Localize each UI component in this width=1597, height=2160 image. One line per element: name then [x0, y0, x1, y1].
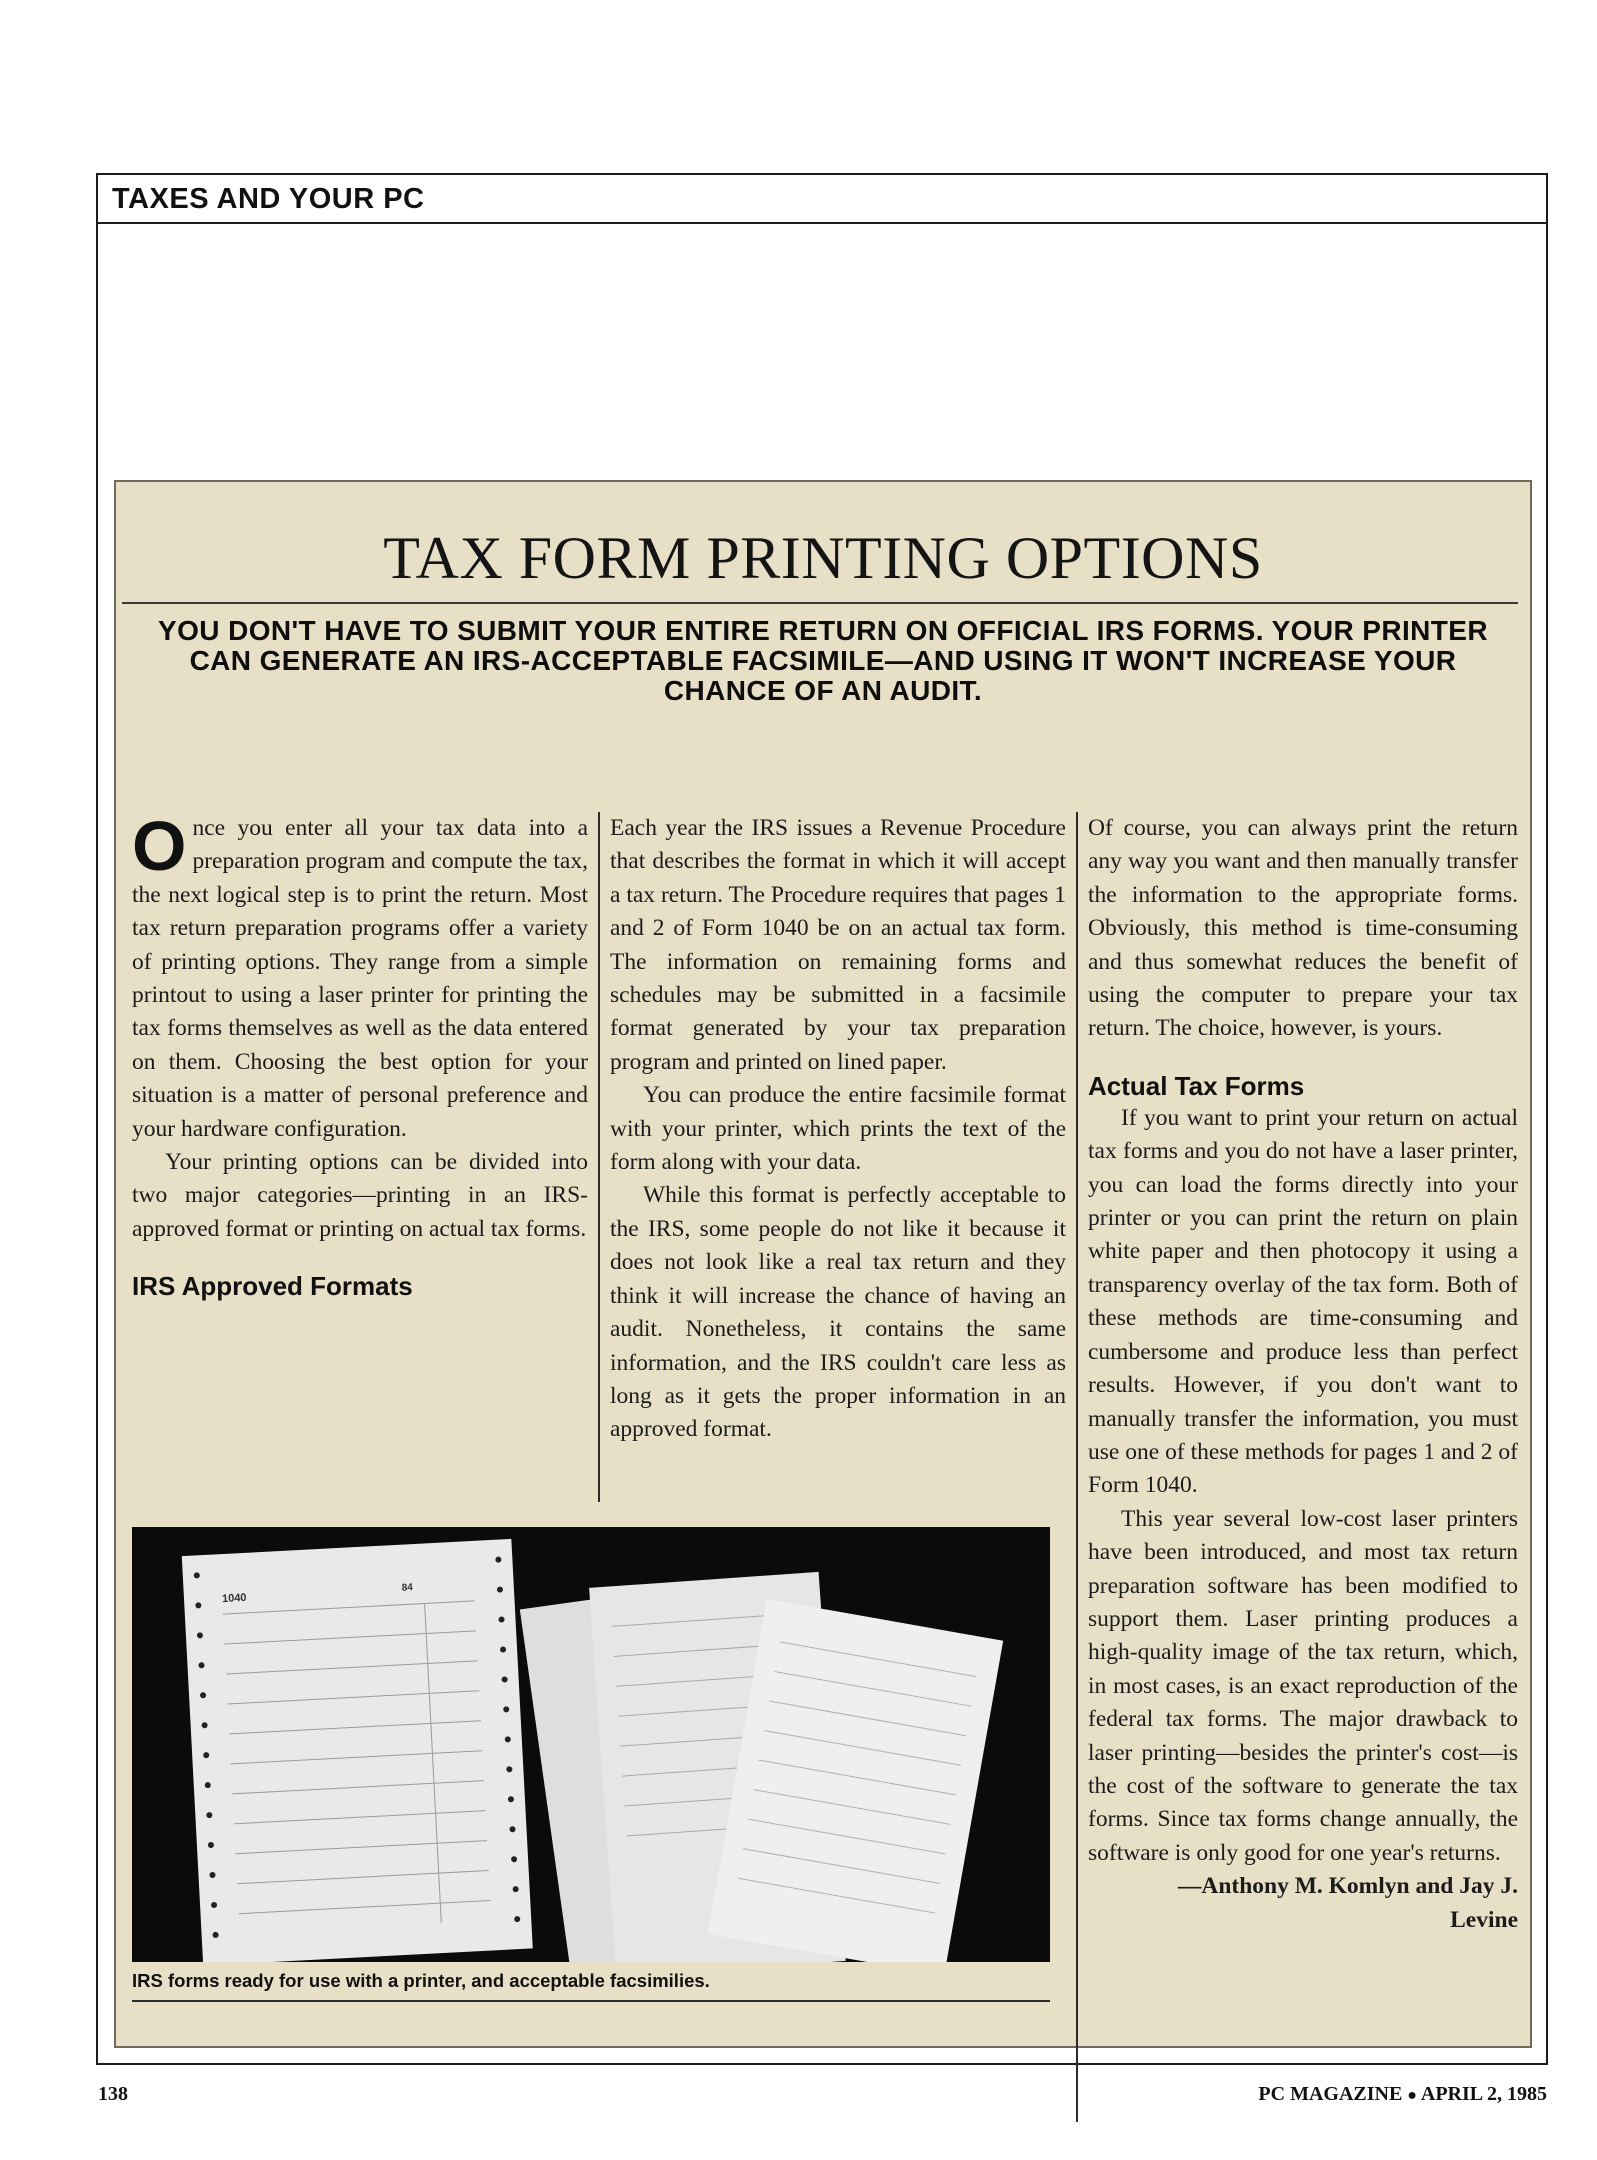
running-footer [1258, 2083, 1547, 2106]
subhead-irs-approved-formats: IRS Approved Formats [132, 1271, 413, 1302]
publication-name: PC MAGAZINE [1258, 2083, 1403, 2105]
paragraph-intro: Once you enter all your tax data into a preparation program and compute the tax, the next logical step is to print the return. Most tax return preparation programs offer a variety of printing options. They range from a simple printout to using a laser printer for printing the tax forms themselves as well as the data entered on them. Choosing the best option for your situation is a matter of personal preference and your hardware configuration. [132, 807, 588, 1142]
section-header [98, 175, 1546, 224]
photo-caption: IRS forms ready for use with a printer, and acceptable facsimilies. [132, 1970, 710, 1991]
title-rule [122, 602, 1518, 604]
paragraph: Each year the IRS issues a Revenue Procedure that describes the format in which it will accept a tax return. The Procedure requires that pages 1 and 2 of Form 1040 be on an actual tax form. The information on remaining forms and schedules may be submitted in a facsimile format generated by your tax preparation program and printed on lined paper. [610, 815, 1066, 1075]
drop-cap: O [132, 807, 187, 885]
article-column-1 [132, 807, 588, 1302]
article-title: TAX FORM PRINTING OPTIONS [383, 525, 1263, 591]
byline: —Anthony M. Komlyn and Jay J. Levine [1177, 1873, 1518, 1933]
paragraph: While this format is perfectly acceptable to the IRS, some people do not like it because it does not look like a real tax return and they think it will increase the chance of having an audit. Nonetheless, it contains the same information, and the IRS couldn't care less as long as it gets the proper information in an approved format. [610, 1182, 1066, 1443]
page-number: 138 [98, 2083, 128, 2105]
article-column-3 [1088, 812, 1518, 1937]
section-title: TAXES AND YOUR PC [112, 183, 425, 215]
column-divider-1 [598, 812, 600, 1502]
article-column-2 [610, 812, 1066, 1447]
paragraph: Your printing options can be divided into two major categories—printing in an IRS-approved format or printing on actual tax forms. [132, 1149, 588, 1242]
paragraph: Of course, you can always print the return any way you want and then manually transfer the information to the appropriate forms. Obviously, this method is time-consuming and thus somewhat reduces the benefit of using the computer to prepare your tax return. The choice, however, is yours. [1088, 815, 1518, 1042]
column-divider-2 [1076, 812, 1078, 2122]
paragraph: This year several low-cost laser printers have been introduced, and most tax return preparation software has been modified to support them. Laser printing produces a high-quality image of the tax return, which, in most cases, is an exact reproduction of the federal tax forms. The major drawback to laser printing—besides the printer's cost—is the cost of the software to generate the tax forms. Since tax forms change annually, the software is only good for one year's returns. [1088, 1505, 1518, 1866]
article-deck: YOU DON'T HAVE TO SUBMIT YOUR ENTIRE RETURN ON OFFICIAL IRS FORMS. YOUR PRINTER CAN GENERATE AN IRS-ACCEPTABLE FACSIMILE—AND USING IT WON'T INCREASE YOUR CHANCE OF AN AUDIT. [158, 615, 1488, 706]
paragraph: You can produce the entire facsimile format with your printer, which prints the text of the form along with your data. [610, 1082, 1066, 1176]
caption-rule [132, 2000, 1050, 2002]
sidebar-article [114, 480, 1532, 2048]
footer-bullet: ● [1407, 2087, 1417, 2104]
paragraph: If you want to print your return on actual tax forms and you do not have a laser printer, you can load the forms directly into your printer or you can print the return on plain white paper and then photocopy it using a transparency overlay of the tax form. Both of these methods are time-consuming and cumbersome and produce less than perfect results. However, if you don't want to manually transfer the information, you must use one of these methods for pages 1 and 2 of Form 1040. [1088, 1104, 1518, 1499]
tax-forms-illustration [132, 1527, 1050, 1962]
issue-date: APRIL 2, 1985 [1420, 2083, 1547, 2105]
svg-text:1040: 1040 [221, 1591, 247, 1606]
svg-text:84: 84 [401, 1582, 414, 1594]
subhead-actual-tax-forms: Actual Tax Forms [1088, 1070, 1305, 1101]
tax-forms-photo [132, 1527, 1050, 1962]
